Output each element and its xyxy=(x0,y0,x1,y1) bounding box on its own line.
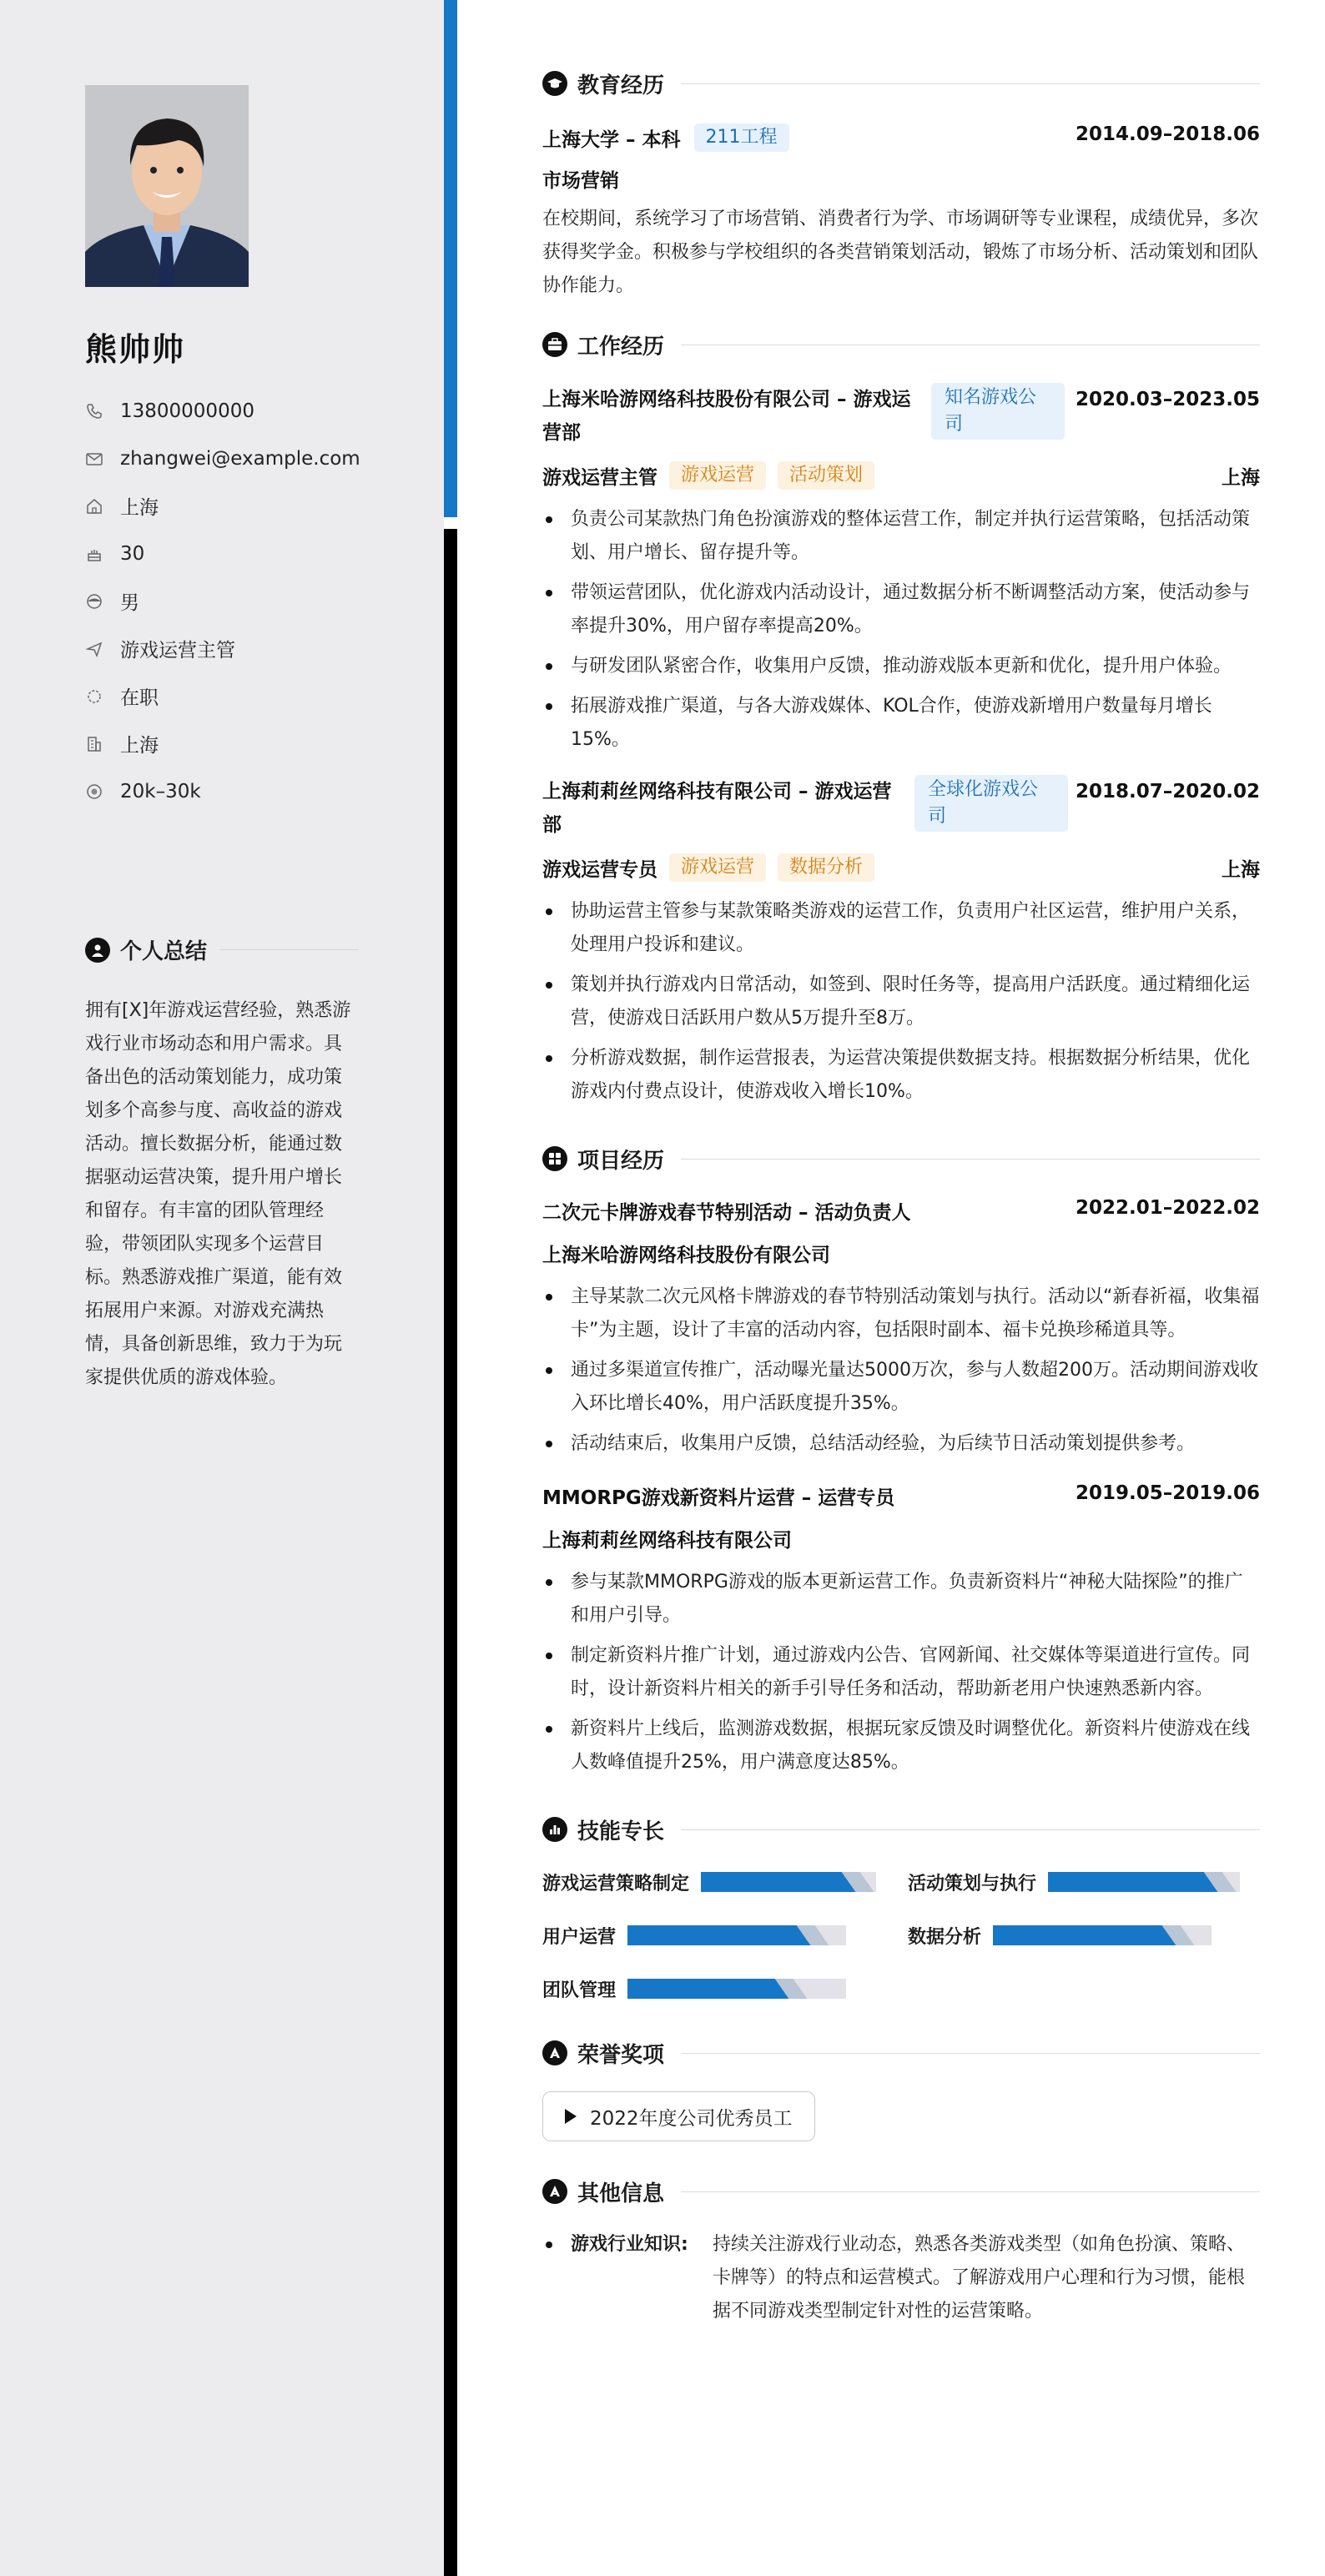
gender-icon xyxy=(85,592,103,611)
other-heading xyxy=(542,2175,1260,2208)
grid-icon xyxy=(542,1146,567,1171)
phone-icon xyxy=(85,402,103,420)
award-icon xyxy=(542,2179,567,2204)
avatar-portrait xyxy=(85,85,249,287)
honors-list xyxy=(542,2091,1260,2141)
education-school: 上海大学 – 本科 xyxy=(542,128,681,151)
job-header xyxy=(542,383,1260,450)
list-item: 负责公司某款热门角色扮演游戏的整体运营工作，制定并执行运营策略，包括活动策划、用户增长、留存提升等。 xyxy=(542,503,1260,570)
job-tag: 游戏运营 xyxy=(669,461,766,490)
list-item: 活动结束后，收集用户反馈，总结活动经验，为后续节日活动策划提供参考。 xyxy=(542,1427,1260,1461)
job-role: 游戏运营专员 xyxy=(542,858,657,881)
list-item: 通过多渠道宣传推广，活动曝光量达5000万次，参与人数超200万。活动期间游戏收入环比增长40%，用户活跃度提升35%。 xyxy=(542,1354,1260,1421)
skill-fill xyxy=(701,1872,859,1892)
skill-name: 数据分析 xyxy=(908,1926,982,1948)
project-entry xyxy=(542,1482,1260,1779)
job-company: 上海莉莉丝网络科技有限公司 – 游戏运营部 xyxy=(542,781,892,836)
info-position-text: 游戏运营主管 xyxy=(120,640,235,662)
award-badge xyxy=(542,2091,815,2141)
contact-info-list xyxy=(85,387,360,815)
divider xyxy=(681,1159,1260,1160)
skills-heading xyxy=(542,1813,1260,1846)
info-email xyxy=(85,435,360,482)
skill-name: 团队管理 xyxy=(542,1980,617,2001)
list-item: 新资料片上线后，监测游戏数据，根据玩家反馈及时调整优化。新资料片使游戏在线人数峰值提升25%，用户满意度达85%。 xyxy=(542,1713,1260,1779)
list-item: 拓展游戏推广渠道，与各大游戏媒体、KOL合作，使游戏新增用户数量每月增长15%。 xyxy=(542,690,1260,757)
projects-heading xyxy=(542,1142,1260,1175)
education-desc: 在校期间，系统学习了市场营销、消费者行为学、市场调研等专业课程，成绩优异，多次获得奖学金。积极参与学校组织的各类营销策划活动，锻炼了市场分析、活动策划和团队协作能力。 xyxy=(542,209,1259,296)
job-role: 游戏运营主管 xyxy=(542,466,657,489)
education-major: 市场营销 xyxy=(542,170,619,192)
job-role-row xyxy=(542,853,1260,882)
main-content xyxy=(542,67,1260,2328)
info-location-text: 上海 xyxy=(120,497,159,519)
list-item: 带领运营团队，优化游戏内活动设计，通过数据分析不断调整活动方案，使活动参与率提升30%，用户留存率提高20%。 xyxy=(542,576,1260,643)
info-age-text: 30 xyxy=(120,542,145,565)
project-date: 2019.05–2019.06 xyxy=(1075,1482,1260,1504)
candidate-name: 熊帅帅 xyxy=(85,331,186,368)
accent-strip-blue xyxy=(444,0,457,517)
job-date: 2018.07–2020.02 xyxy=(1075,781,1260,802)
work-heading xyxy=(542,328,1260,361)
projects-title: 项目经历 xyxy=(577,1148,665,1174)
job-company-tag: 知名游戏公司 xyxy=(931,383,1065,440)
avatar xyxy=(85,85,249,287)
send-icon xyxy=(85,640,103,658)
job-role-row xyxy=(542,461,1260,490)
education-title: 教育经历 xyxy=(577,73,665,98)
list-item: 参与某款MMORPG游戏的版本更新运营工作。负责新资料片“神秘大陆探险”的推广和用户引导。 xyxy=(542,1566,1260,1633)
list-item: 与研发团队紧密合作，收集用户反馈，推动游戏版本更新和优化，提升用户体验。 xyxy=(542,650,1260,683)
info-status-text: 在职 xyxy=(120,687,159,709)
job-location: 上海 xyxy=(1222,466,1260,489)
education-heading xyxy=(542,67,1260,100)
other-item xyxy=(542,2228,1260,2328)
project-company: 上海米哈游网络科技股份有限公司 xyxy=(542,1245,830,1266)
age-icon xyxy=(85,545,103,563)
divider xyxy=(681,2053,1260,2054)
list-item: 制定新资料片推广计划，通过游戏内公告、官网新闻、社交媒体等渠道进行宣传。同时，设计新资料片相关的新手引导任务和活动，帮助新老用户快速熟悉新内容。 xyxy=(542,1639,1260,1706)
education-tag: 211工程 xyxy=(694,123,789,152)
info-salary-text: 20k–30k xyxy=(120,780,201,802)
skill-item xyxy=(908,1868,1260,1896)
skill-bar xyxy=(993,1925,1212,1945)
summary-title: 个人总结 xyxy=(120,939,208,964)
project-entry xyxy=(542,1197,1260,1461)
info-location xyxy=(85,482,360,530)
skill-name: 活动策划与执行 xyxy=(908,1873,1037,1894)
other-text: 持续关注游戏行业动态，熟悉各类游戏类型（如角色扮演、策略、卡牌等）的特点和运营模式。了解游戏用户心理和行为习惯，能根据不同游戏类型制定针对性的运营策略。 xyxy=(713,2234,1246,2322)
summary-text: 拥有[X]年游戏运营经验，熟悉游戏行业市场动态和用户需求。具备出色的活动策划能力，成功策划多个高参与度、高收益的游戏活动。擅长数据分析，能通过数据驱动运营决策，提升用户增长和留存。有丰富的团队管理经验，带领团队实现多个运营目标。熟悉游戏推广渠道，能有效拓展用户来源。对游戏充满热情，具备创新思维，致力于为玩家提供优质的游戏体验。 xyxy=(85,1000,351,1388)
mail-icon xyxy=(85,450,103,468)
job-location: 上海 xyxy=(1222,858,1260,881)
project-bullets xyxy=(542,1280,1260,1461)
job-header xyxy=(542,775,1260,842)
skill-bar xyxy=(627,1979,846,1999)
accent-strip-black xyxy=(444,529,457,2576)
graduation-cap-icon xyxy=(542,71,567,96)
skill-item xyxy=(542,1868,908,1896)
skill-bar xyxy=(701,1872,876,1892)
info-age xyxy=(85,530,360,577)
job-entry xyxy=(542,775,1260,1109)
project-date: 2022.01–2022.02 xyxy=(1075,1197,1260,1219)
skill-item xyxy=(542,1921,908,1950)
divider xyxy=(220,949,359,950)
job-company-tag: 全球化游戏公司 xyxy=(914,775,1068,832)
info-salary xyxy=(85,767,360,815)
job-tag: 活动策划 xyxy=(778,461,874,490)
project-name: MMORPG游戏新资料片运营 – 运营专员 xyxy=(542,1487,895,1509)
job-bullets xyxy=(542,895,1260,1109)
skill-fill xyxy=(627,1925,814,1945)
divider xyxy=(681,83,1260,84)
bar-chart-icon xyxy=(542,1817,567,1842)
project-header xyxy=(542,1482,1260,1510)
skill-fill xyxy=(993,1925,1179,1945)
skill-item xyxy=(908,1921,1260,1950)
summary-heading xyxy=(85,934,359,965)
skill-item xyxy=(542,1975,908,2003)
job-tag: 游戏运营 xyxy=(669,853,766,882)
info-email-text: zhangwei@example.com xyxy=(120,447,360,470)
info-city xyxy=(85,720,360,767)
education-date: 2014.09–2018.06 xyxy=(1075,123,1260,145)
info-phone-text: 13800000000 xyxy=(120,400,254,422)
info-gender xyxy=(85,577,360,625)
job-entry xyxy=(542,383,1260,757)
list-item: 协助运营主管参与某款策略类游戏的运营工作，负责用户社区运营，维护用户关系，处理用户投诉和建议。 xyxy=(542,895,1260,962)
job-date: 2020.03–2023.05 xyxy=(1075,389,1260,410)
building-icon xyxy=(85,735,103,753)
award-icon xyxy=(542,2040,567,2065)
list-item: 策划并执行游戏内日常活动，如签到、限时任务等，提高用户活跃度。通过精细化运营，使游戏日活跃用户数从5万提升至8万。 xyxy=(542,969,1260,1035)
project-bullets xyxy=(542,1566,1260,1779)
info-city-text: 上海 xyxy=(120,735,159,757)
user-icon xyxy=(85,938,110,963)
skill-name: 游戏运营策略制定 xyxy=(542,1873,690,1894)
skills-grid xyxy=(542,1868,1260,2003)
skill-name: 用户运营 xyxy=(542,1926,617,1948)
project-name: 二次元卡牌游戏春节特别活动 – 活动负责人 xyxy=(542,1202,911,1224)
salary-icon xyxy=(85,782,103,801)
other-label: 游戏行业知识: xyxy=(571,2234,688,2255)
skill-fill xyxy=(1048,1872,1221,1892)
project-company: 上海莉莉丝网络科技有限公司 xyxy=(542,1530,792,1552)
divider xyxy=(681,2191,1260,2192)
education-row xyxy=(542,123,1260,152)
info-gender-text: 男 xyxy=(120,592,139,614)
info-status xyxy=(85,672,360,720)
home-icon xyxy=(85,497,103,516)
job-bullets xyxy=(542,503,1260,757)
project-header xyxy=(542,1197,1260,1225)
divider xyxy=(681,1829,1260,1830)
job-tag: 数据分析 xyxy=(778,853,874,882)
skill-bar xyxy=(627,1925,846,1945)
list-item: 分析游戏数据，制作运营报表，为运营决策提供数据支持。根据数据分析结果，优化游戏内付费点设计，使游戏收入增长10%。 xyxy=(542,1042,1260,1109)
honors-heading xyxy=(542,2036,1260,2070)
info-position xyxy=(85,625,360,672)
skill-bar xyxy=(1048,1872,1240,1892)
skill-fill xyxy=(627,1979,792,1999)
job-company: 上海米哈游网络科技股份有限公司 – 游戏运营部 xyxy=(542,389,911,444)
skills-title: 技能专长 xyxy=(577,1819,665,1844)
info-phone xyxy=(85,387,360,435)
briefcase-icon xyxy=(542,332,567,357)
list-item: 主导某款二次元风格卡牌游戏的春节特别活动策划与执行。活动以“新春祈福，收集福卡”为主题，设计了丰富的活动内容，包括限时副本、福卡兑换珍稀道具等。 xyxy=(542,1280,1260,1347)
work-title: 工作经历 xyxy=(577,334,665,360)
other-title: 其他信息 xyxy=(577,2181,665,2206)
honors-title: 荣誉奖项 xyxy=(577,2042,665,2068)
play-icon xyxy=(565,2109,577,2124)
status-icon xyxy=(85,687,103,706)
award-text: 2022年度公司优秀员工 xyxy=(590,2107,793,2130)
